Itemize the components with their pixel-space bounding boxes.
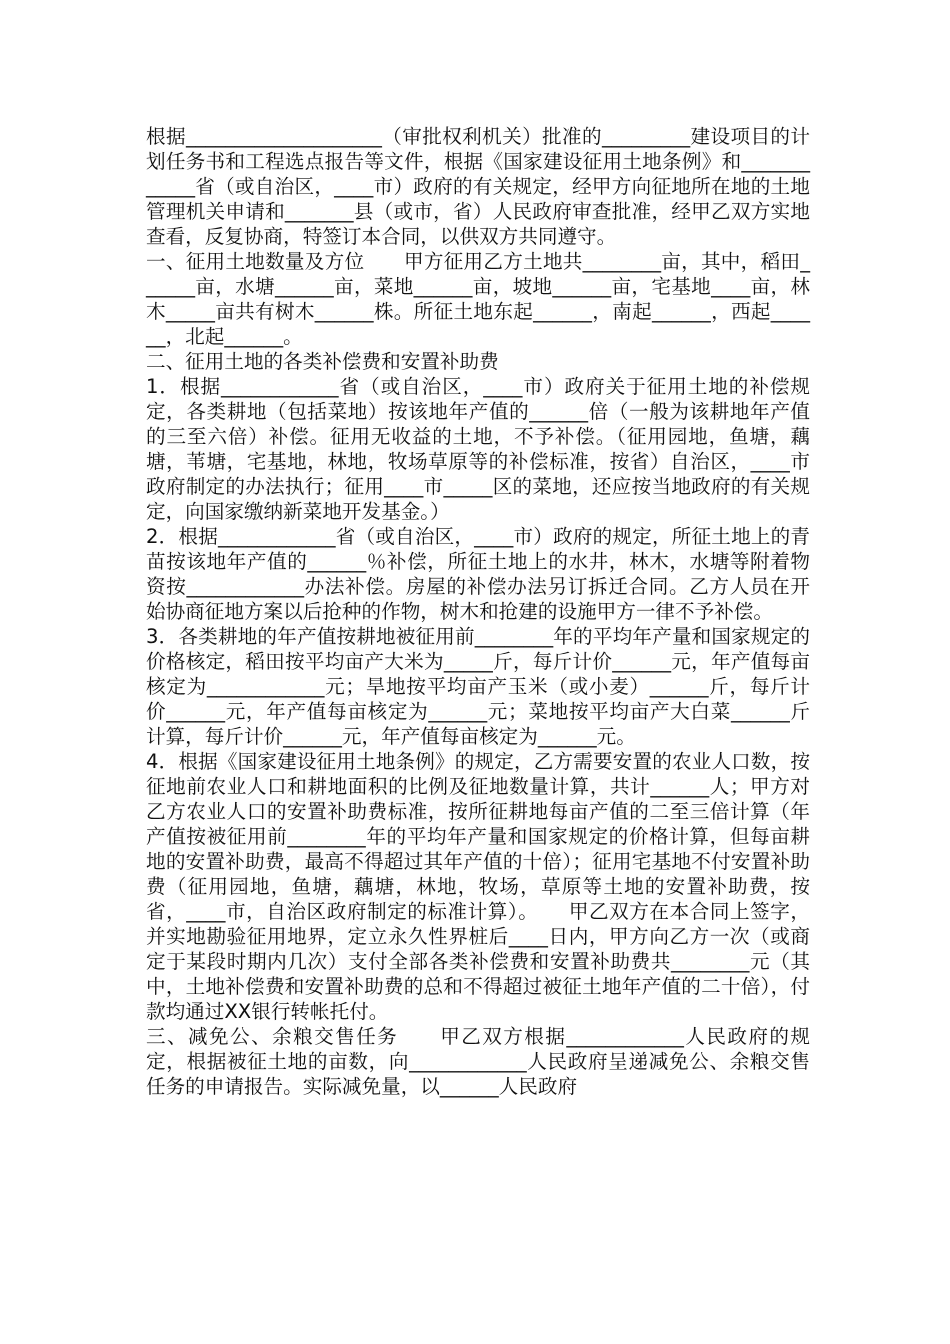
paragraph-clause-2: 2．根据____________省（或自治区，____市）政府的规定，所征土地上的青苗按该地年产值的______％补偿，所征土地上的水井，林木，水塘等附着物资按____________办法补偿。房屋的补偿办法另订拆迁合同。乙方人员在开始协商征地方案以后抢种的作物，树木和抢建的设施甲方一律不予补偿。	[146, 525, 810, 623]
paragraph-section-2-heading: 二、征用土地的各类补偿费和安置补助费	[146, 350, 499, 373]
paragraph-section-1: 一、征用土地数量及方位 甲方征用乙方土地共________亩，其中，稻田______亩，水塘______亩，菜地______亩，坡地______亩，宅基地____亩，林木_____亩共有树木______株。所征土地东起______，南起______，西起______，北起______。	[146, 250, 810, 348]
paragraph-clause-1: 1．根据____________省（或自治区，____市）政府关于征用土地的补偿规定，各类耕地（包括菜地）按该地年产值的______倍（一般为该耕地年产值的三至六倍）补偿。征用无收益的土地，不予补偿。（征用园地，鱼塘，藕塘，苇塘，宅基地，林地，牧场草原等的补偿标准，按省）自治区，____市政府制定的办法执行；征用____市_____区的菜地，还应按当地政府的有关规定，向国家缴纳新菜地开发基金。）	[146, 375, 810, 523]
paragraph-clause-4: 4．根据《国家建设征用土地条例》的规定，乙方需要安置的农业人口数，按征地前农业人口和耕地面积的比例及征地数量计算，共计______人；甲方对乙方农业人口的安置补助费标准，按所征耕地每亩产值的二至三倍计算（年产值按被征用前________年的平均年产量和国家规定的价格计算，但每亩耕地的安置补助费，最高不得超过其年产值的十倍）；征用宅基地不付安置补助费（征用园地，鱼塘，藕塘，林地，牧场，草原等土地的安置补助费，按省，____市，自治区政府制定的标准计算）。 甲乙双方在本合同上签字，并实地勘验征用地界，定立永久性界桩后____日内，甲方向乙方一次（或商定于某段时期内几次）支付全部各类补偿费和安置补助费共________元（其中，土地补偿费和安置补助费的总和不得超过被征土地年产值的二十倍），付款均通过XX银行转帐托付。	[146, 750, 810, 1023]
paragraph-section-3: 三、减免公、余粮交售任务 甲乙双方根据____________人民政府的规定，根据被征土地的亩数，向____________人民政府呈递减免公、余粮交售任务的申请报告。实际减免量，以______人民政府	[146, 1025, 810, 1098]
paragraph-clause-3: 3．各类耕地的年产值按耕地被征用前________年的平均年产量和国家规定的价格核定，稻田按平均亩产大米为_____斤，每斤计价______元，年产值每亩核定为____________元；旱地按平均亩产玉米（或小麦）______斤，每斤计价______元，年产值每亩核定为______元；菜地按平均亩产大白菜______斤计算，每斤计价______元，年产值每亩核定为______元。	[146, 625, 810, 748]
document-body	[146, 124, 810, 1099]
paragraph-preamble: 根据____________________（审批权利机关）批准的_________建设项目的计划任务书和工程选点报告等文件，根据《国家建设征用土地条例》和____________省（或自治区，____市）政府的有关规定，经甲方向征地所在地的土地管理机关申请和_______县（或市，省）人民政府审查批准，经甲乙双方实地查看，反复协商，特签订本合同，以供双方共同遵守。	[146, 125, 810, 248]
